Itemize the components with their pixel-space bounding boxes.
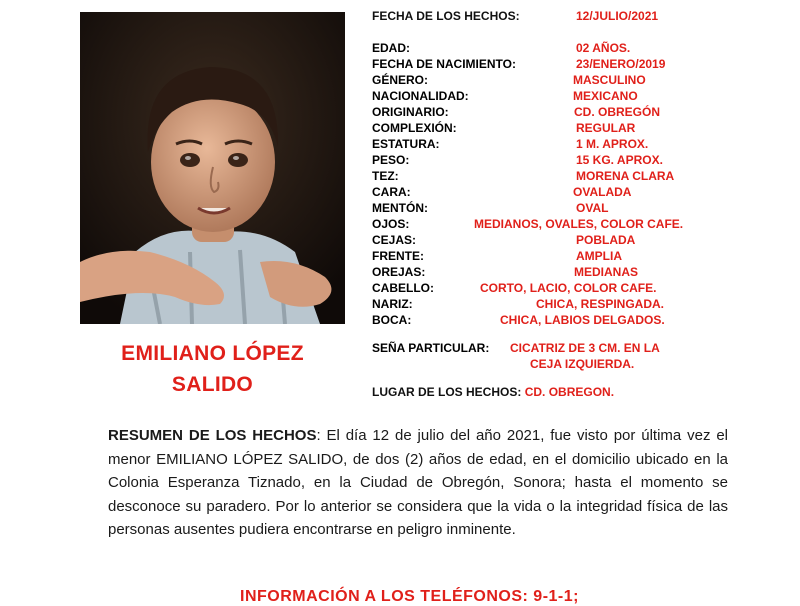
detail-value: MORENA CLARA — [576, 169, 675, 183]
detail-value: 1 M. APROX. — [576, 137, 649, 151]
detail-value: 23/ENERO/2019 — [576, 57, 666, 71]
detail-label: FECHA DE NACIMIENTO: — [372, 57, 516, 71]
fecha-hechos-value-row — [576, 9, 658, 23]
detail-label: TEZ: — [372, 169, 399, 183]
summary-label: RESUMEN DE LOS HECHOS — [108, 427, 317, 444]
phones-line: INFORMACIÓN A LOS TELÉFONOS: 9-1-1; — [240, 588, 579, 605]
detail-value: CHICA, RESPINGADA. — [536, 297, 665, 311]
sena-value-line-1: CICATRIZ DE 3 CM. EN LA — [510, 341, 660, 355]
detail-value: POBLADA — [576, 233, 636, 247]
detail-label: NARIZ: — [372, 297, 413, 311]
lugar-label: LUGAR DE LOS HECHOS: — [372, 385, 522, 399]
child-photo — [80, 12, 345, 324]
detail-value: 02 AÑOS. — [576, 41, 631, 55]
name-line-1: EMILIANO LÓPEZ — [121, 342, 304, 365]
detail-label: ORIGINARIO: — [372, 105, 449, 119]
detail-label: MENTÓN: — [372, 201, 428, 215]
detail-value: CHICA, LABIOS DELGADOS. — [500, 313, 665, 327]
summary-paragraph — [108, 424, 728, 542]
detail-label: CARA: — [372, 185, 411, 199]
summary-text: : El día 12 de julio del año 2021, fue visto por última vez el menor EMILIANO LÓPEZ SALIDO, de dos (2) años de edad, en el domicilio ubicado en la Colonia Esperanza Tiznado, en la Ciudad de Obregón, Sonora; hasta el momento se desconoce su paradero. Por lo anterior se considera que la vida o la integridad física de las personas ausentes pudiera encontrarse en peligro inminente. — [108, 427, 728, 538]
lugar-row — [372, 385, 614, 399]
detail-label: CABELLO: — [372, 281, 434, 295]
fecha-hechos-label: FECHA DE LOS HECHOS: — [372, 9, 520, 23]
detail-label: OREJAS: — [372, 265, 426, 279]
detail-value: OVALADA — [573, 185, 632, 199]
name-line-2: SALIDO — [171, 373, 254, 396]
sena-label: SEÑA PARTICULAR: — [372, 341, 490, 355]
detail-label: GÉNERO: — [372, 73, 429, 87]
detail-value: CD. OBREGÓN — [574, 105, 661, 119]
lugar-value: CD. OBREGON. — [524, 385, 615, 399]
detail-label: PESO: — [372, 153, 410, 167]
detail-label: COMPLEXIÓN: — [372, 121, 457, 135]
detail-value: MEXICANO — [573, 89, 638, 103]
detail-label: NACIONALIDAD: — [372, 89, 469, 103]
missing-person-name — [80, 338, 345, 400]
detail-value: OVAL — [576, 201, 609, 215]
detail-label: FRENTE: — [372, 249, 424, 263]
detail-label: BOCA: — [372, 313, 412, 327]
detail-value: 15 KG. APROX. — [576, 153, 663, 167]
detail-label: OJOS: — [372, 217, 410, 231]
child-photo-illustration — [80, 12, 345, 324]
detail-label: EDAD: — [372, 41, 410, 55]
detail-value: MASCULINO — [573, 73, 646, 87]
detail-label: CEJAS: — [372, 233, 417, 247]
sena-value-line-2: CEJA IZQUIERDA. — [530, 357, 635, 371]
detail-value: CORTO, LACIO, COLOR CAFE. — [480, 281, 657, 295]
detail-value: REGULAR — [576, 121, 636, 135]
detail-value: MEDIANOS, OVALES, COLOR CAFE. — [474, 217, 684, 231]
fecha-hechos-value: 12/JULIO/2021 — [576, 9, 659, 23]
detail-label: ESTATURA: — [372, 137, 440, 151]
fecha-hechos-row — [372, 9, 520, 23]
detail-value: AMPLIA — [576, 249, 622, 263]
detail-value: MEDIANAS — [574, 265, 639, 279]
